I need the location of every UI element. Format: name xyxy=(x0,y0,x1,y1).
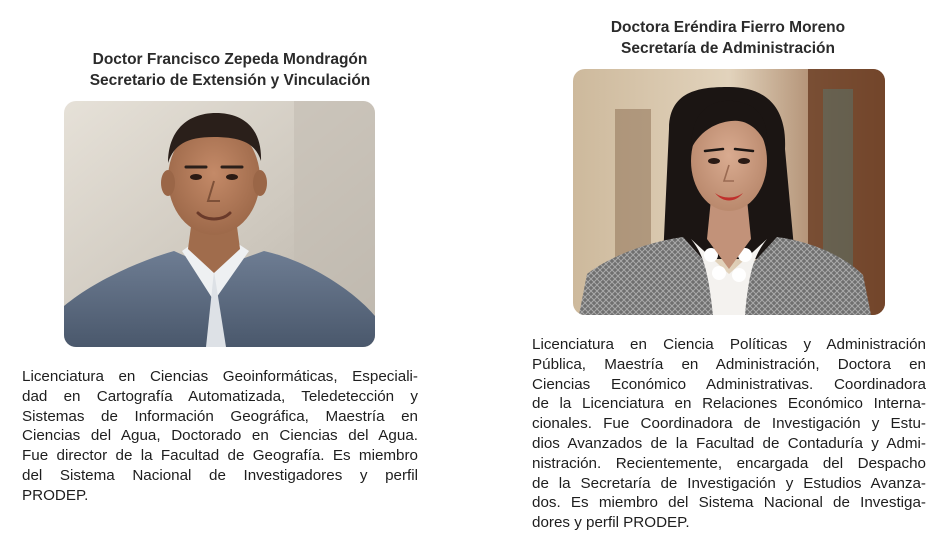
bio-line: dos. Es miembro del Sistema Nacional de Investiga- xyxy=(532,494,926,512)
profile-photo xyxy=(64,101,375,347)
bio-line: Licenciatura en Ciencias Geoinformáticas, Especiali- xyxy=(22,368,418,385)
bio-line: dores y perfil PRODEP. xyxy=(532,514,690,532)
bio-line: Licenciatura en Ciencia Políticas y Administración xyxy=(532,336,926,353)
bio-line: dios Avanzados de la Facultad de Contaduría y Admi- xyxy=(532,434,926,452)
bio-line: nistración. Recientemente, encargada del Despacho xyxy=(532,454,926,472)
profile-position: Secretaría de Administración xyxy=(621,40,835,57)
bio-line: cionales. Fue Coordinadora de Investigación y Estu- xyxy=(532,415,926,433)
profile-heading xyxy=(40,49,420,91)
bio-line: Pública, Maestría en Administración, Doctora en xyxy=(532,355,926,373)
profile-name: Doctor Francisco Zepeda Mondragón xyxy=(92,51,368,68)
profile-position: Secretario de Extensión y Vinculación xyxy=(89,72,371,89)
bio-line: Ciencias del Agua, Doctorado en Ciencias del Agua. xyxy=(22,427,418,445)
bio-line: dad en Cartografía Automatizada, Teledetección y xyxy=(22,387,418,405)
profile-photo xyxy=(573,69,885,315)
profile-bio xyxy=(22,367,418,506)
profile-heading xyxy=(538,17,918,59)
profile-name: Doctora Eréndira Fierro Moreno xyxy=(610,19,846,36)
bio-line: Ciencias Económico Administrativas. Coordinadora xyxy=(532,375,926,393)
bio-line: de la Secretaría de Investigación y Estudios Avanza- xyxy=(532,474,926,492)
portrait-man-gray-suit-image xyxy=(64,101,375,347)
bio-line: de la Licenciatura en Relaciones Económico Interna- xyxy=(532,395,926,413)
portrait-woman-tweed-jacket-image xyxy=(573,69,885,315)
bio-line: Fue director de la Facultad de Geografía. Es miembro xyxy=(22,447,418,465)
bio-line: Sistemas de Información Geográfica, Maestría en xyxy=(22,407,418,425)
profile-bio xyxy=(532,335,926,533)
bio-line: PRODEP. xyxy=(22,486,89,504)
bio-line: del Sistema Nacional de Investigadores y perfil xyxy=(22,466,418,484)
